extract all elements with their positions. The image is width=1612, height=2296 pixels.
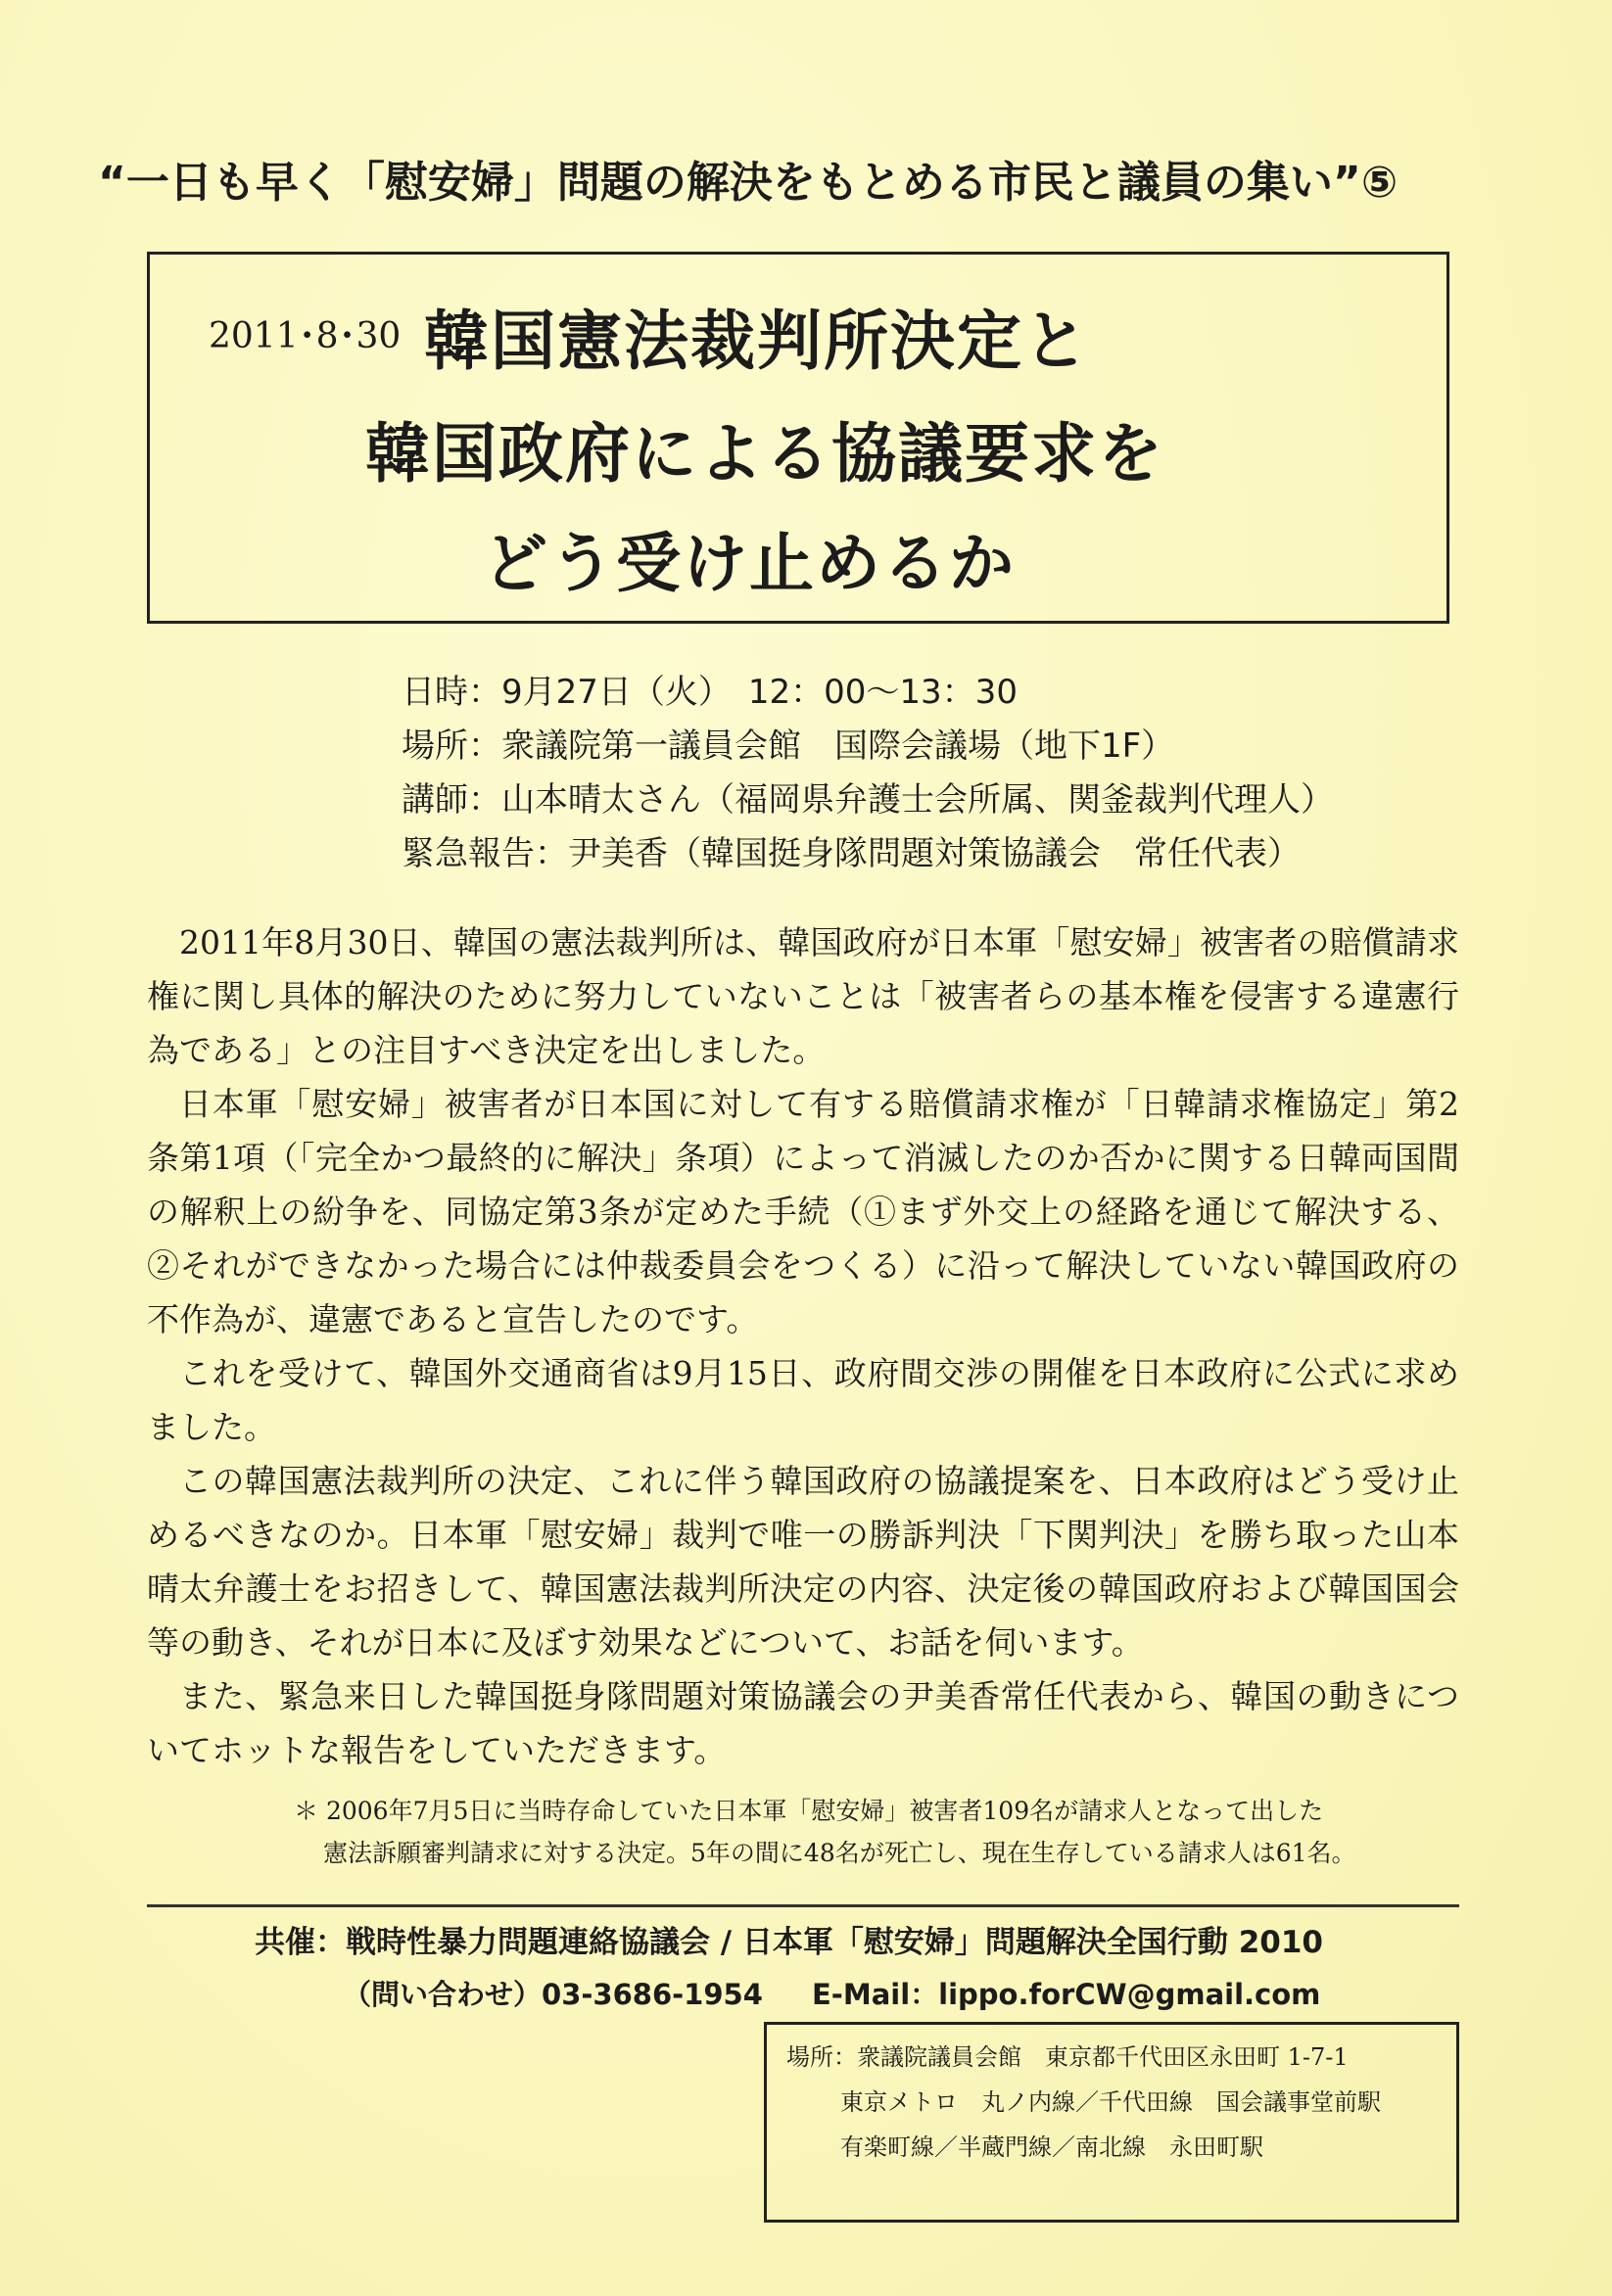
venue-access-2: 有楽町線／半蔵門線／南北線 永田町駅 [840,2133,1263,2161]
venue-access-1: 東京メトロ 丸ノ内線／千代田線 国会議事堂前駅 [840,2088,1381,2116]
venue-address: 場所：衆議院議員会館 東京都千代田区永田町 1-7-1 [786,2043,1349,2071]
headline-box [147,252,1449,624]
phone-number: 03-3686-1954 [542,1978,763,2011]
contact-line [343,1973,1359,2013]
organizer: 共催：戦時性暴力問題連絡協議会 / 日本軍「慰安婦」問題解決全国行動 2010 [255,1925,1323,1960]
paragraph: また、緊急来日した韓国挺身隊問題対策協議会の尹美香常任代表から、韓国の動きについてホットな報告をしていただきます。 [147,1677,1459,1769]
inquiry-label: （問い合わせ） [343,1978,543,2011]
contact-email [812,1978,1320,2011]
footnote-line: 憲法訴願審判請求に対する決定。5年の間に48名が死亡し、現在生存している請求人は61名。 [323,1839,1356,1867]
headline-line-1: 韓国憲法裁判所決定と [424,304,1090,379]
event-speaker: 講師：山本晴太さん（福岡県弁護士会所属、関釜裁判代理人） [402,780,1334,820]
email-address: lippo.forCW@gmail.com [938,1978,1321,2011]
event-location: 場所：衆議院第一議員会館 国際会議場（地下1F） [402,726,1175,766]
headline-line-3: どう受け止めるか [483,526,1016,601]
paragraph: 2011年8月30日、韓国の憲法裁判所は、韓国政府が日本軍「慰安婦」被害者の賠償請求権に関し具体的解決のために努力していないことは「被害者らの基本権を侵害する違憲行為である」との注目すべき決定を出しました。 [147,923,1459,1069]
footnote-line: ＊ 2006年7月5日に当時存命していた日本軍「慰安婦」被害者109名が請求人となって出した [294,1797,1324,1825]
event-urgent-report: 緊急報告：尹美香（韓国挺身隊問題対策協議会 常任代表） [402,834,1301,873]
paragraph: 日本軍「慰安婦」被害者が日本国に対して有する賠償請求権が「日韓請求権協定」第2条第1項（「完全かつ最終的に解決」条項）によって消滅したのか否かに関する日韓両国間の解釈上の紛争を、同協定第3条が定めた手続（①まず外交上の経路を通じて解決する、②それができなかった場合には仲裁委員会をつくる）に沿って解決していない韓国政府の不作為が、違憲であると宣告したのです。 [147,1085,1459,1338]
email-label: E-Mail： [811,1978,939,2011]
event-info [402,666,1334,881]
event-datetime: 日時：9月27日（火） 12：00～13：30 [402,673,1018,712]
series-title: “一日も早く「慰安婦」問題の解決をもとめる市民と議員の集い”⑤ [98,158,1399,208]
headline-line-2: 韓国政府による協議要求を [365,416,1164,492]
paragraph: これを受けて、韓国外交通商省は9月15日、政府間交渉の開催を日本政府に公式に求めました。 [147,1354,1459,1446]
paragraph: この韓国憲法裁判所の決定、これに伴う韓国政府の協議提案を、日本政府はどう受け止めるべきなのか。日本軍「慰安婦」裁判で唯一の勝訴判決「下関判決」を勝ち取った山本晴太弁護士をお招きして、韓国憲法裁判所決定の内容、決定後の韓国政府および韓国国会等の動き、それが日本に及ぼす効果などについて、お話を伺います。 [147,1462,1459,1662]
footnote [294,1790,1356,1874]
divider [147,1904,1459,1907]
headline-date: 2011･8･30 [209,316,402,356]
body-text [147,915,1459,1777]
contact-inquiry [343,1978,763,2011]
venue-box [764,2022,1459,2223]
